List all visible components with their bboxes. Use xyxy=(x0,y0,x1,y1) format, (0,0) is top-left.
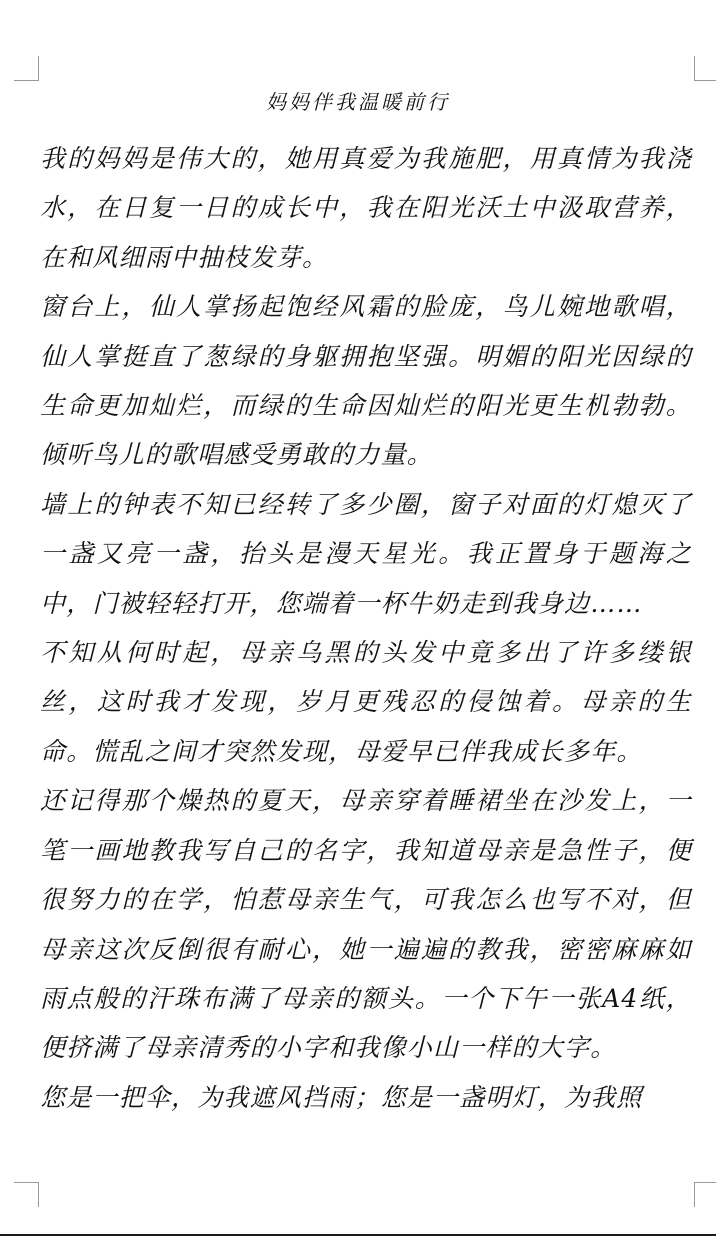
crop-mark-bottom-right xyxy=(694,1182,716,1207)
paragraph-3: 墙上的钟表不知已经转了多少圈，窗子对面的灯熄灭了一盏又亮一盏，抬头是漫天星光。我正置身于题海之中，门被轻轻打开，您端着一杯牛奶走到我身边…… xyxy=(40,489,692,618)
document-title: 妈妈伴我温暖前行 xyxy=(266,90,450,114)
paragraph-2: 窗台上，仙人掌扬起饱经风霜的脸庞，鸟儿婉地歌唱，仙人掌挺直了葱绿的身躯拥抱坚强。明媚的阳光因绿的生命更加灿烂，而绿的生命因灿烂的阳光更生机勃勃。倾听鸟儿的歌唱感受勇敢的力量。 xyxy=(40,292,692,470)
paragraph-6: 您是一把伞，为我遮风挡雨；您是一盏明灯，为我照 xyxy=(40,1082,643,1112)
crop-mark-top-right xyxy=(694,56,716,81)
crop-mark-bottom-left xyxy=(14,1182,39,1207)
paragraph-1: 我的妈妈是伟大的，她用真爱为我施肥，用真情为我浇水，在日复一日的成长中，我在阳光沃土中汲取营养，在和风细雨中抽枝发芽。 xyxy=(40,144,692,272)
page-bottom-divider xyxy=(0,1234,716,1236)
document-body xyxy=(40,134,692,1122)
crop-mark-top-left xyxy=(14,56,39,81)
paragraph-4: 不知从何时起，母亲乌黑的头发中竟多出了许多缕银丝，这时我才发现，岁月更残忍的侵蚀着。母亲的生命。慌乱之间才突然发现，母爱早已伴我成长多年。 xyxy=(40,638,692,766)
paragraph-5: 还记得那个燥热的夏天，母亲穿着睡裙坐在沙发上，一笔一画地教我写自己的名字，我知道母亲是急性子，便很努力的在学，怕惹母亲生气，可我怎么也写不对，但母亲这次反倒很有耐心，她一遍遍的教我，密密麻麻如雨点般的汗珠布满了母亲的额头。一个下午一张A4纸，便挤满了母亲清秀的小字和我像小山一样的大字。 xyxy=(40,786,692,1063)
